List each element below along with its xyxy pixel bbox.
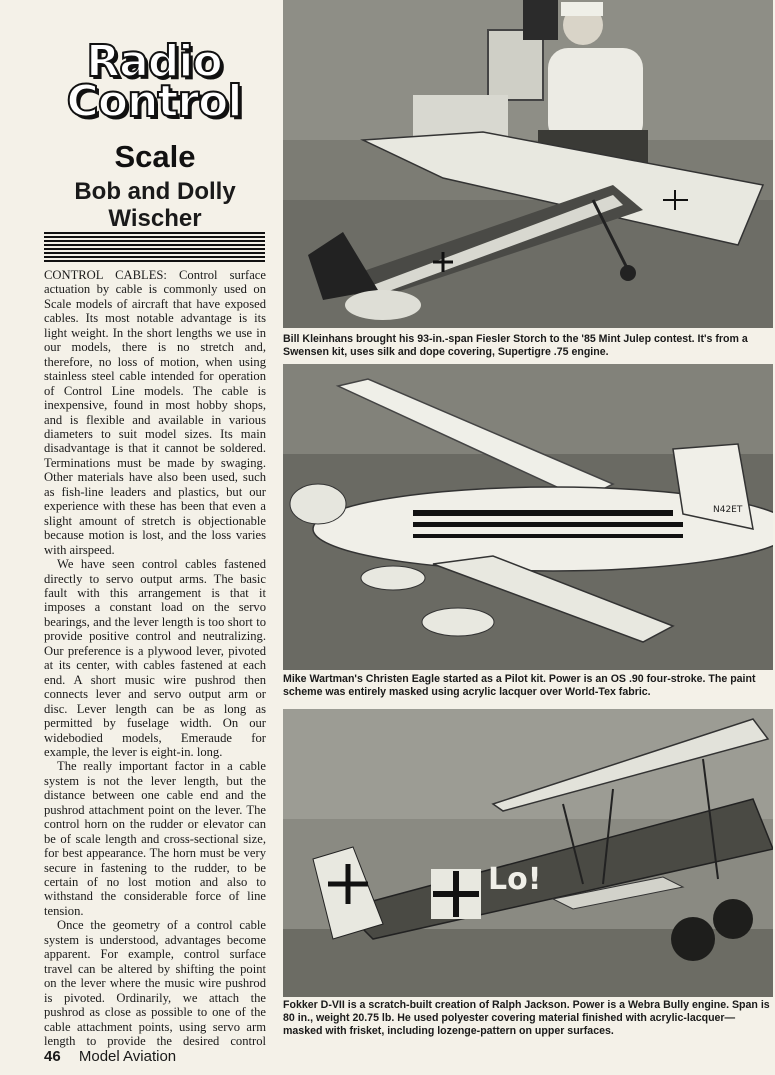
caption-3: Fokker D-VII is a scratch-built creation of Ralph Jackson. Power is a Webra Bully engine. Span is 80 in., weight 20.75 lb. He used polyester covering material finished with acrylic-lacquer—masked with frisket, including lozenge-pattern on upper surfaces. <box>283 999 770 1037</box>
caption-1: Bill Kleinhans brought his 93-in.-span Fiesler Storch to the '85 Mint Julep contest. It's from a Swensen kit, uses silk and dope covering, Supertigre .75 engine. <box>283 333 748 358</box>
photo-2-image <box>283 364 773 670</box>
page-number: 46 <box>44 1048 61 1065</box>
photo-1-image <box>283 0 773 328</box>
photo-christen-eagle <box>283 364 773 670</box>
paragraph: We have seen control cables fastened directly to servo output arms. The basic fault with this arrangement is that it imposes a constant load on the servo bearings, and the lever length is too short to provide positive control and neutralizing. Our preference is a plywood lever, pivoted at its center, with cables fastened at each end. A short music wire pushrod then connects lever and servo output arm or disc. Lever length can be as long as permitted by fuselage width. On our widebodied models, Emeraude for example, the lever is eight-in. long. <box>44 557 266 759</box>
byline-line-2: Wischer <box>108 205 202 232</box>
logo-radio: Radio <box>86 36 222 87</box>
article-body <box>44 268 266 1048</box>
photo-fiesler-storch <box>283 0 773 328</box>
byline <box>44 178 266 232</box>
logo-control: Control <box>66 76 242 127</box>
column-logo <box>44 36 264 127</box>
department-name: Scale <box>114 139 196 174</box>
fuselage-marking: Lo! <box>488 862 542 897</box>
paragraph: Once the geometry of a control cable system is understood, advantages become apparent. For example, control surface travel can be altered by shifting the point on the lever where the music wire pushrod is pivoted. Ordinarily, we attach the pushrod as close as possible to one of the cable attachment points, using servo arm length to provide the desired control <box>44 918 266 1048</box>
paragraph: The really important factor in a cable system is not the lever length, but the distance between one cable end and the pushrod attachment point on the lever. The control horn on the rudder or elevator can be of scale length and cross-sectional size, for best appearance. The horn must be very secure in fastening to the rudder, to be certain of no lost motion and also to withstand the considerable force of line tension. <box>44 759 266 918</box>
page-footer <box>44 1048 176 1065</box>
paragraph: CONTROL CABLES: Control surface actuation by cable is commonly used on Scale models of aircraft that have exposed cables. Its most notable advantage is its light weight. In the short lengths we use in our models, there is no stretch and, therefore, no loss of motion, when using stainless steel cable intended for operation of Control Line models. The cable is inexpensive, found in most hobby shops, and is flexible and available in various diameters to suit model sizes. Its main disadvantage is that it cannot be soldered. Terminations must be made by swaging. Other materials have also been used, such as fish-line leaders and plastics, but our experience with these has been that even a slight amount of stretch is objectionable because motion is lost, and the loss varies with airspeed. <box>44 268 266 557</box>
photo-3-image <box>283 709 773 997</box>
byline-line-1: Bob and Dolly <box>74 178 236 205</box>
registration-mark: N42ET <box>713 505 743 515</box>
magazine-name: Model Aviation <box>78 1048 177 1065</box>
photo-fokker-dvii <box>283 709 773 997</box>
decorative-rule-block <box>44 232 265 264</box>
department-title <box>44 140 266 173</box>
caption-2: Mike Wartman's Christen Eagle started as a Pilot kit. Power is an OS .90 four-stroke. The paint scheme was entirely masked using acrylic lacquer over World-Tex fabric. <box>283 673 756 698</box>
